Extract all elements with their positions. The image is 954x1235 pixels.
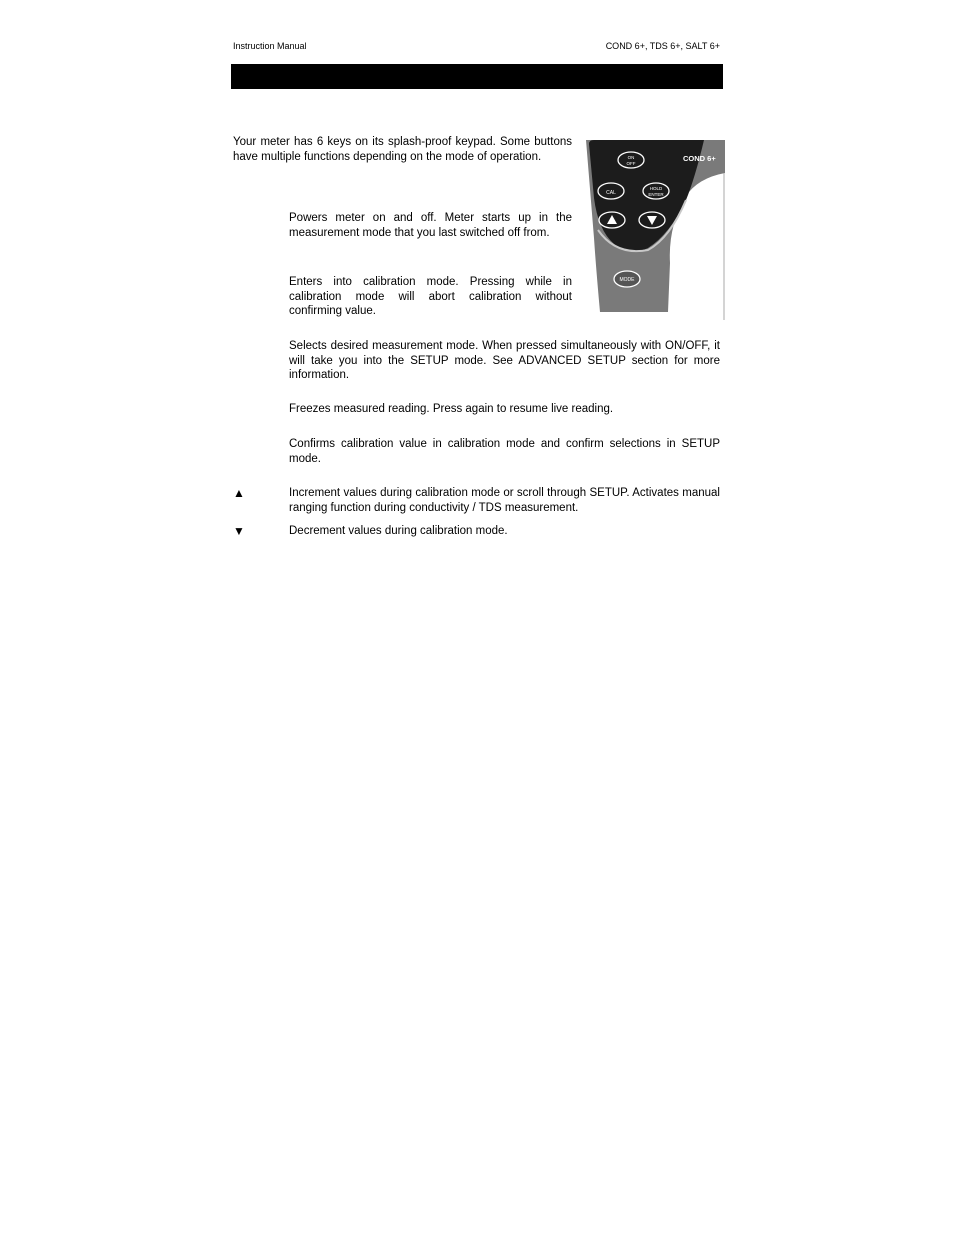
section-heading-bar bbox=[231, 64, 723, 89]
up-description: Increment values during calibration mode or scroll through SETUP. Activates manual ranging function during conductivity / TDS measurement. bbox=[289, 487, 720, 514]
intro-paragraph: Your meter has 6 keys on its splash-proof keypad. Some buttons have multiple functions depending on the mode of operation. bbox=[233, 136, 572, 163]
enter-description: Confirms calibration value in calibration mode and confirm selections in SETUP mode. bbox=[289, 438, 720, 465]
down-description: Decrement values during calibration mode. bbox=[289, 525, 508, 537]
mode-key bbox=[614, 271, 640, 287]
mode-label: MODE bbox=[619, 277, 635, 283]
up-arrow-icon: ▲ bbox=[233, 486, 245, 500]
brand-label: COND 6+ bbox=[683, 154, 716, 163]
header-title: Instruction Manual bbox=[233, 41, 307, 51]
cal-label: CAL bbox=[606, 190, 616, 196]
mode-description: Selects desired measurement mode. When pressed simultaneously with ON/OFF, it will take you into the SETUP mode. See ADVANCED SETUP section for more information. bbox=[289, 340, 720, 381]
hold-description: Freezes measured reading. Press again to resume live reading. bbox=[289, 403, 614, 415]
down-arrow-icon: ▼ bbox=[233, 524, 245, 538]
on-label: ON bbox=[627, 155, 635, 160]
off-label: OFF bbox=[626, 161, 636, 166]
hold-label: HOLD bbox=[649, 186, 663, 191]
enter-label: ENTER bbox=[648, 192, 664, 197]
cal-description: Enters into calibration mode. Pressing while in calibration mode will abort calibration without confirming value. bbox=[289, 276, 572, 317]
keypad-illustration bbox=[586, 138, 725, 320]
header-model: COND 6+, TDS 6+, SALT 6+ bbox=[605, 41, 720, 51]
on-off-description: Powers meter on and off. Meter starts up in the measurement mode that you last switched off from. bbox=[289, 212, 572, 239]
